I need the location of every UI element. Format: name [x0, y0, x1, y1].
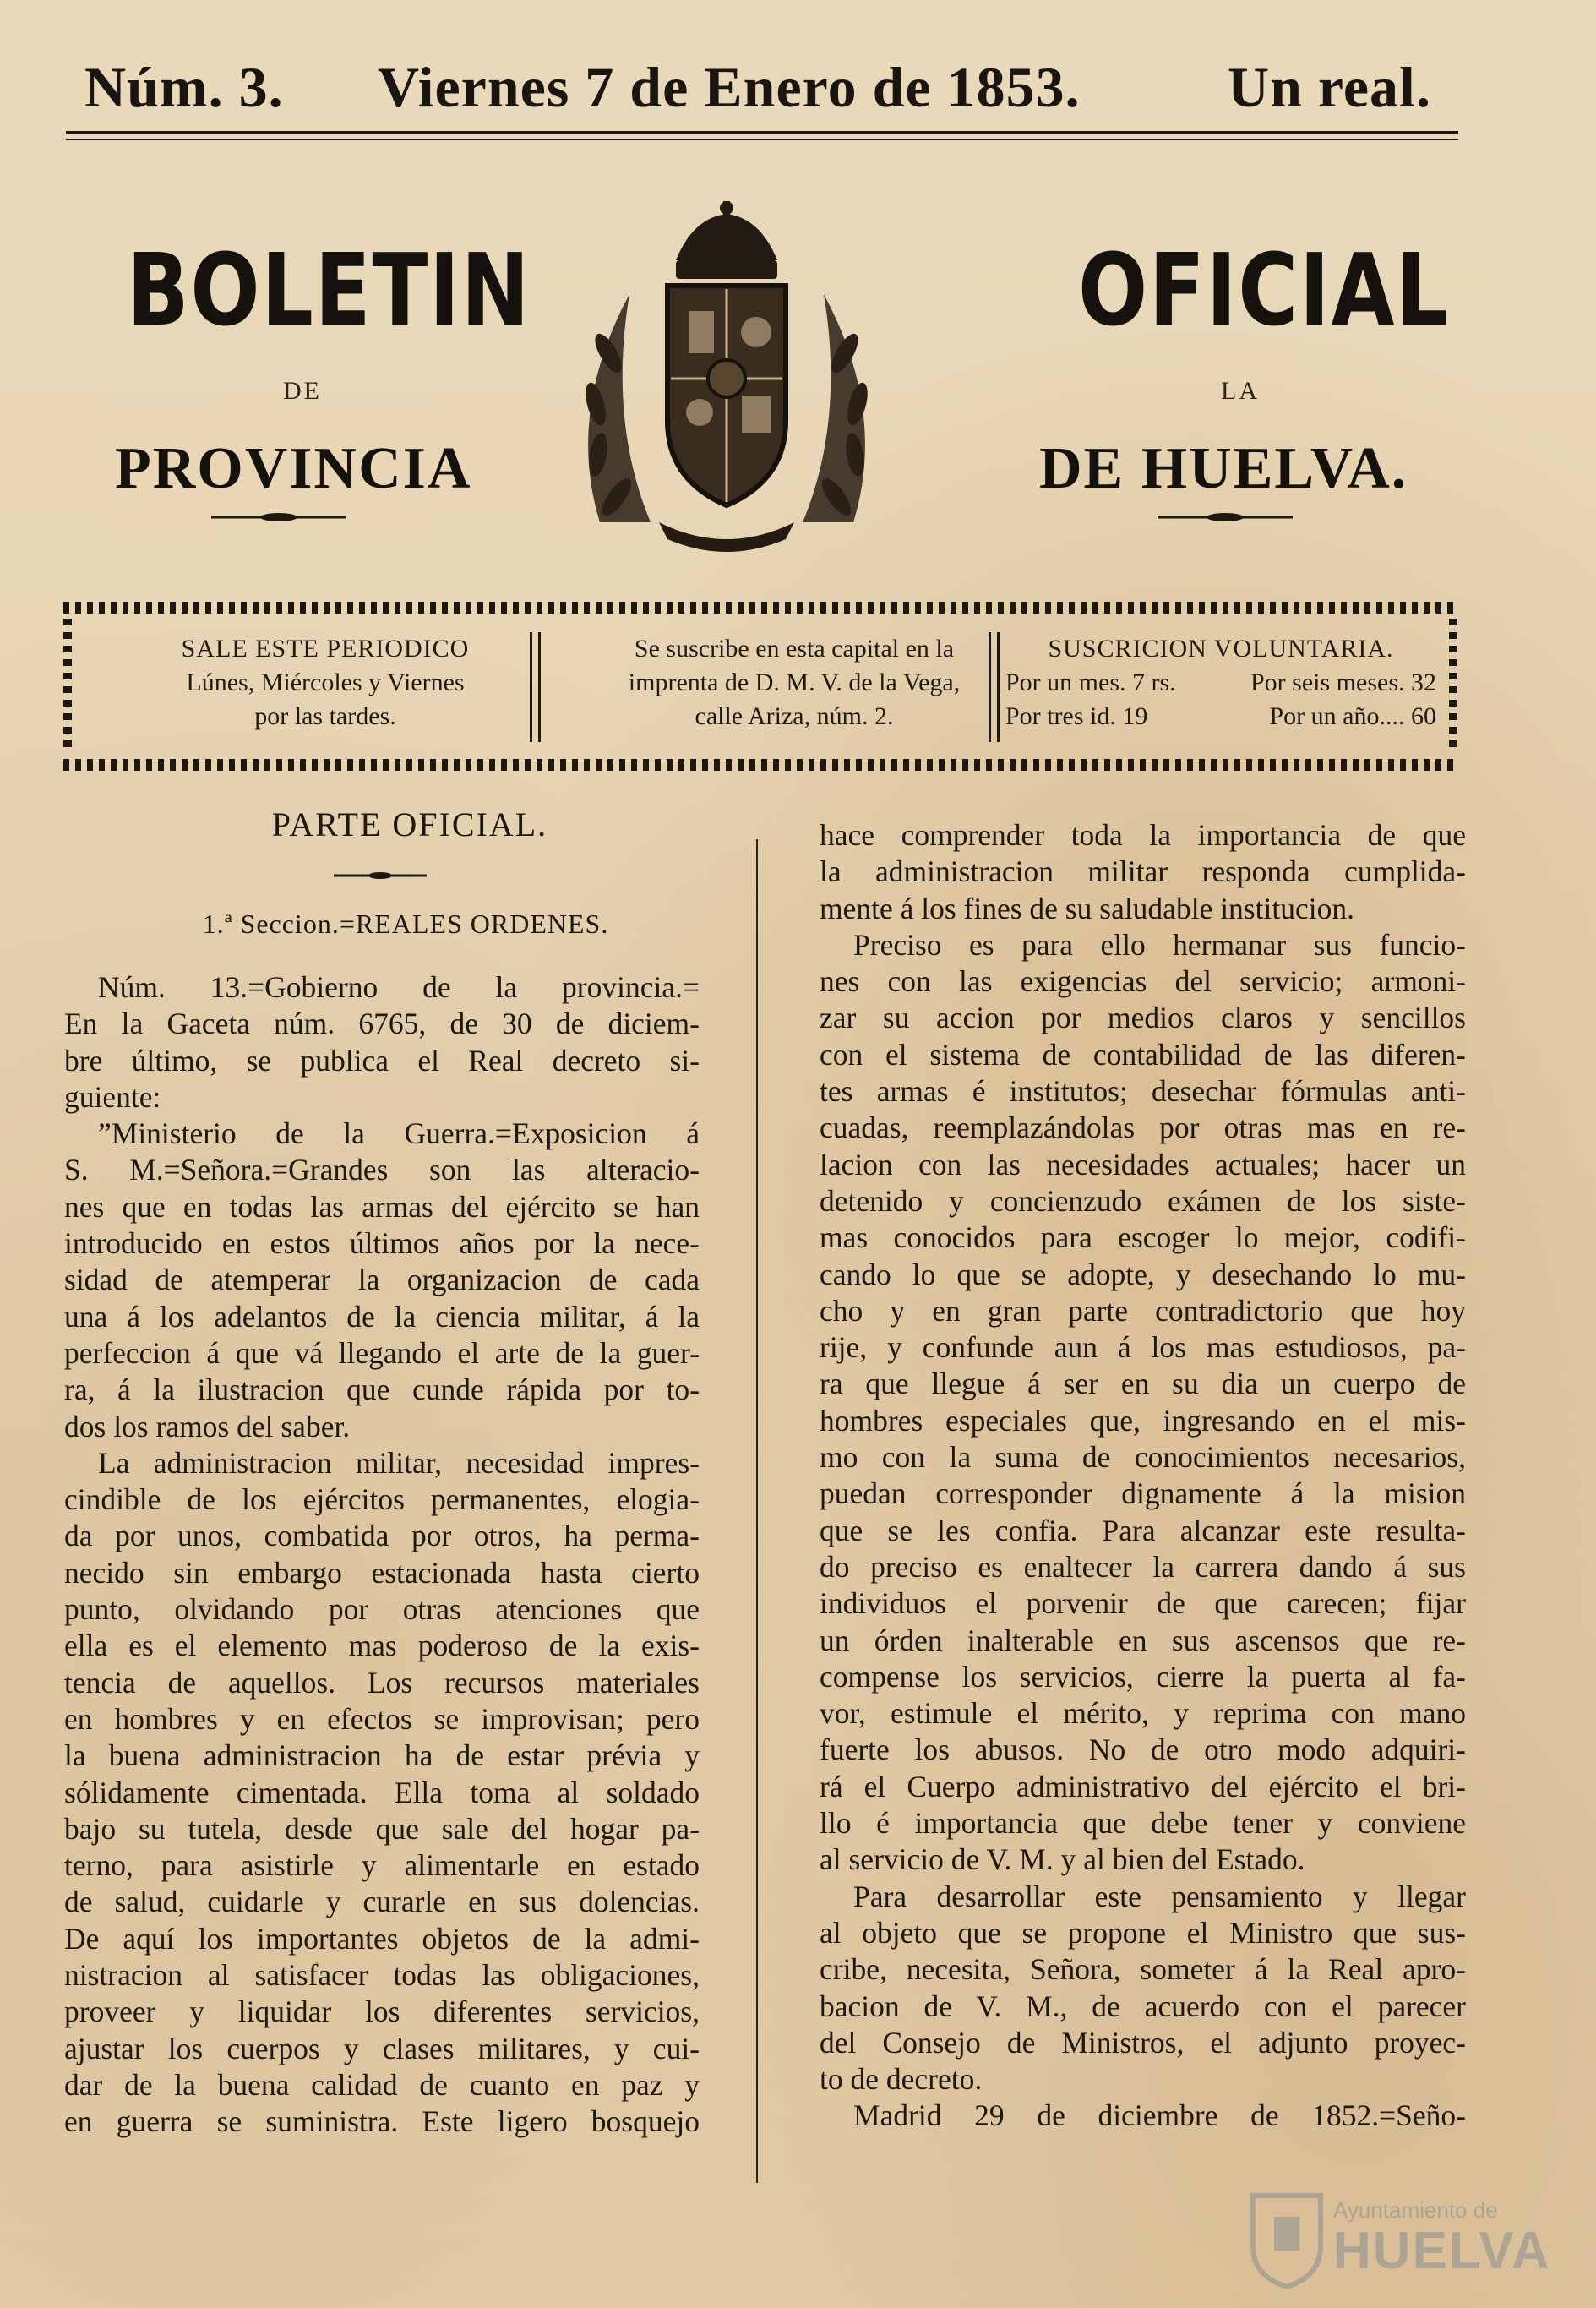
- royal-coat-of-arms-icon: [549, 201, 904, 560]
- text-line: al servicio de V. M. y al bien del Estado.: [820, 1842, 1305, 1877]
- text-line: dos los ramos del saber.: [64, 1409, 351, 1443]
- text-line: bacion de V. M., de acuerdo con el parecer: [820, 1989, 1466, 2023]
- text-line: Para desarrollar este pensamiento y llegar: [853, 1879, 1466, 1913]
- text-line: rá el Cuerpo administrativo del ejército el bri-: [820, 1769, 1466, 1803]
- issue-price: Un real.: [1228, 55, 1431, 119]
- text-line: al objeto que se propone el Ministro que sus-: [820, 1915, 1466, 1950]
- text-line: ajustar los cuerpos y clases militares, y cui-: [64, 2031, 700, 2065]
- text-line: nes que en todas las armas del ejército se han: [64, 1189, 700, 1224]
- text-line: individuos el porvenir de que carecen; fijar: [820, 1586, 1466, 1621]
- text-line: ”Ministerio de la Guerra.=Exposicion á: [98, 1116, 700, 1151]
- text-line: llo é importancia que debe tener y conviene: [820, 1806, 1466, 1841]
- text-line: del Consejo de Ministros, el adjunto proyec-: [820, 2025, 1466, 2060]
- text-line: mas conocidos para escoger lo mejor, codifi-: [820, 1220, 1466, 1255]
- subscription-prices: SUSCRICION VOLUNTARIA. Por un mes. 7 rs. Por seis meses. 32 Por tres id. 19 Por un año.... 60: [1005, 635, 1436, 730]
- flourish-left-icon: [211, 510, 346, 524]
- column-divider: [756, 839, 758, 2183]
- text-line: mente á los fines de su saludable institucion.: [820, 891, 1354, 925]
- text-line: de salud, cuidarle y curarle en sus dolencias.: [64, 1885, 700, 1919]
- flourish-right-icon: [1158, 510, 1293, 524]
- text-line: S. M.=Señora.=Grandes son las alteracio-: [64, 1153, 700, 1187]
- text-line: hombres especiales que, ingresando en el mis-: [820, 1403, 1466, 1438]
- text-line: do preciso es enaltecer la carrera dando á sus: [820, 1549, 1466, 1584]
- issue-number: Núm. 3.: [84, 55, 284, 119]
- text-line: bre último, se publica el Real decreto si-: [64, 1043, 700, 1078]
- subscription-info-box: [63, 602, 1457, 771]
- text-line: introducido en estos últimos años por la nece-: [64, 1226, 700, 1261]
- text-line: guiente:: [64, 1079, 161, 1114]
- text-line: compense los servicios, cierre la puerta al fa-: [820, 1659, 1466, 1694]
- text-line: cando lo que se adopte, y desechando lo mu-: [820, 1257, 1466, 1291]
- title-provincia: PROVINCIA: [115, 436, 472, 501]
- section-title: PARTE OFICIAL.: [271, 805, 548, 843]
- text-line: la buena administracion ha de estar prévia y: [64, 1738, 700, 1773]
- right-column-text: [820, 817, 1466, 2135]
- huelva-watermark: [1249, 2179, 1553, 2297]
- title-de-huelva: DE HUELVA.: [1039, 436, 1408, 501]
- text-line: mo con la suma de conocimientos necesarios,: [820, 1440, 1466, 1475]
- masthead: [63, 49, 1449, 125]
- text-line: Madrid 29 de diciembre de 1852.=Seño-: [853, 2098, 1466, 2133]
- text-line: Núm. 13.=Gobierno de la provincia.=: [98, 970, 700, 1004]
- text-line: bajo su tutela, desde que sale del hogar pa-: [64, 1811, 700, 1846]
- text-line: sólidamente cimentada. Ella toma al soldado: [64, 1775, 700, 1809]
- text-line: necido sin embargo estacionada hasta cierto: [64, 1555, 700, 1590]
- issue-date: Viernes 7 de Enero de 1853.: [378, 55, 1081, 119]
- publication-schedule: SALE ESTE PERIODICO Lúnes, Miércoles y Viernes por las tardes.: [181, 635, 470, 730]
- text-line: to de decreto.: [820, 2062, 983, 2097]
- text-line: lacion con las necesidades actuales; hacer un: [820, 1147, 1466, 1181]
- text-line: ra que llegue á ser en su dia un cuerpo de: [820, 1367, 1466, 1401]
- watermark-big-text: HUELVA: [1333, 2222, 1551, 2280]
- title-de: DE: [283, 377, 322, 405]
- text-line: hace comprender toda la importancia de que: [820, 818, 1466, 852]
- title-boletin: BOLETIN: [127, 232, 531, 348]
- text-line: cribe, necesita, Señora, someter á la Real apro-: [820, 1952, 1466, 1987]
- text-line: sidad de atemperar la organizacion de cada: [64, 1263, 700, 1297]
- text-line: con el sistema de contabilidad de las diferen-: [820, 1037, 1466, 1072]
- text-line: que se les confia. Para alcanzar este resulta-: [820, 1513, 1466, 1547]
- masthead-rule-thin: [66, 139, 1458, 140]
- text-line: proveer y liquidar los diferentes servicios,: [64, 1994, 700, 2029]
- text-line: rije, y confunde aun á los mas estudiosos, pa-: [820, 1330, 1466, 1365]
- text-line: nistracion al satisfacer todas las obligaciones,: [64, 1958, 700, 1993]
- text-line: De aquí los importantes objetos de la admi-: [64, 1921, 700, 1956]
- text-line: perfeccion á que vá llegando el arte de la guer-: [64, 1335, 700, 1370]
- left-column-text: [64, 969, 700, 2141]
- text-line: en hombres y en efectos se improvisan; pero: [64, 1701, 700, 1736]
- title-oficial: OFICIAL: [1078, 232, 1450, 348]
- text-line: ella es el elemento mas poderoso de la exis-: [64, 1629, 700, 1663]
- text-line: puedan corresponder dignamente á la mision: [820, 1476, 1466, 1511]
- text-line: cuadas, reemplazándolas por otras mas en re-: [820, 1110, 1466, 1145]
- text-line: zar su accion por medios claros y sencillos: [820, 1001, 1466, 1035]
- city-shield-icon: [1249, 2187, 1325, 2289]
- masthead-rule: [66, 131, 1458, 134]
- text-line: una á los adelantos de la ciencia militar, á la: [64, 1299, 700, 1334]
- section-flourish-icon: [334, 870, 427, 881]
- text-line: tencia de aquellos. Los recursos materiales: [64, 1665, 700, 1700]
- text-line: tes armas é institutos; desechar fórmulas anti-: [820, 1074, 1466, 1109]
- text-line: ra, á la ilustracion que cunde rápida por to-: [64, 1372, 700, 1407]
- text-line: dar de la buena calidad de cuanto en paz y: [64, 2067, 700, 2102]
- text-line: terno, para asistirle y alimentarle en estado: [64, 1848, 700, 1883]
- text-line: nes con las exigencias del servicio; armoni-: [820, 964, 1466, 999]
- subscription-address: Se suscribe en esta capital en la imprenta de D. M. V. de la Vega, calle Ariza, núm. 2.: [628, 635, 961, 730]
- watermark-small-text: Ayuntamiento de: [1333, 2197, 1498, 2223]
- text-line: la administracion militar responda cumplida-: [820, 854, 1466, 889]
- title-la: LA: [1221, 377, 1260, 405]
- text-line: un órden inalterable en sus ascensos que re-: [820, 1623, 1466, 1657]
- text-line: da por unos, combatida por otros, ha perma-: [64, 1519, 700, 1553]
- section-subtitle: 1.ª Seccion.=REALES ORDENES.: [202, 908, 609, 939]
- text-line: vor, estimule el mérito, y reprima con mano: [820, 1696, 1466, 1731]
- text-line: en guerra se suministra. Este ligero bosquejo: [64, 2104, 700, 2139]
- text-line: punto, olvidando por otras atenciones que: [64, 1592, 700, 1627]
- text-line: cho y en gran parte contradictorio que hoy: [820, 1293, 1466, 1328]
- text-line: detenido y concienzudo exámen de los siste-: [820, 1183, 1466, 1218]
- text-line: En la Gaceta núm. 6765, de 30 de diciem-: [64, 1007, 700, 1041]
- text-line: Preciso es para ello hermanar sus funcio-: [853, 927, 1466, 962]
- text-line: fuerte los abusos. No de otro modo adquiri-: [820, 1732, 1466, 1767]
- text-line: cindible de los ejércitos permanentes, elogia-: [64, 1482, 700, 1517]
- text-line: La administracion militar, necesidad impres-: [98, 1445, 700, 1480]
